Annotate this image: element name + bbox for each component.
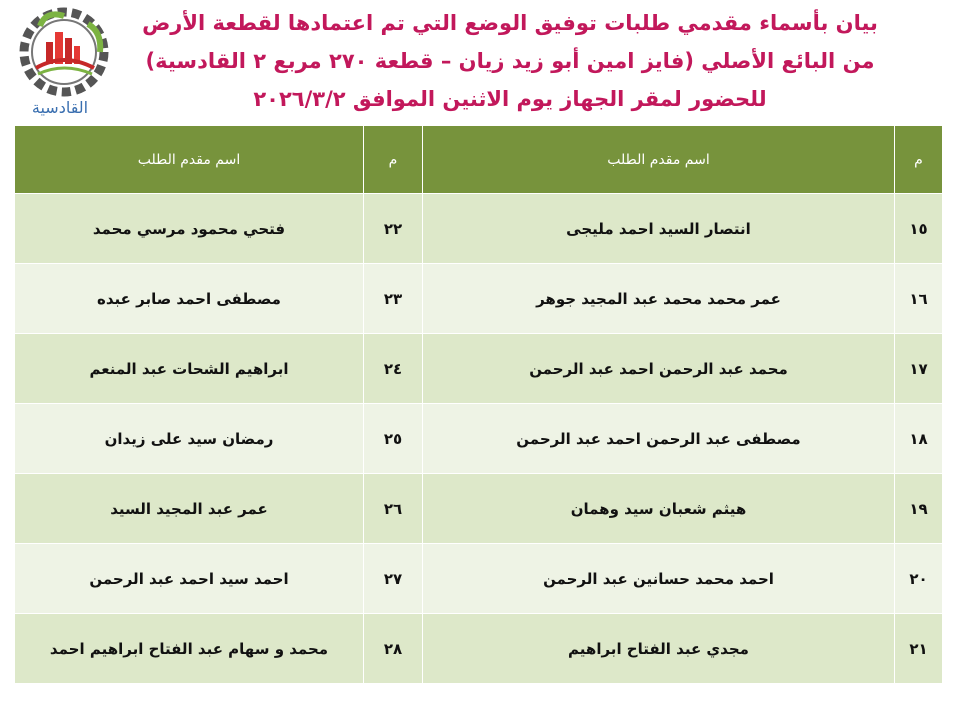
applicant-name: محمد عبد الرحمن احمد عبد الرحمن	[423, 334, 895, 404]
row-number: ١٨	[895, 404, 943, 474]
row-number: ١٩	[895, 474, 943, 544]
row-number: ٢٠	[895, 544, 943, 614]
row-number: ٢٦	[364, 474, 423, 544]
table-row	[15, 614, 943, 684]
title-line-1: بيان بأسماء مقدمي طلبات توفيق الوضع التي تم اعتمادها لقطعة الأرض	[142, 11, 878, 35]
applicant-name: انتصار السيد احمد مليجى	[423, 194, 895, 264]
row-number: ٢٥	[364, 404, 423, 474]
table-header-row	[15, 126, 943, 194]
row-number: ١٧	[895, 334, 943, 404]
page-title	[120, 4, 900, 118]
row-number: ٢٧	[364, 544, 423, 614]
table-row	[15, 474, 943, 544]
table-row	[15, 194, 943, 264]
logo-caption: القادسية	[31, 98, 89, 117]
title-line-3: للحضور لمقر الجهاز يوم الاثنين الموافق ٢٠٢٦/٣/٢	[253, 87, 767, 111]
applicant-name: احمد سيد احمد عبد الرحمن	[15, 544, 364, 614]
applicant-name: فتحي محمود مرسي محمد	[15, 194, 364, 264]
row-number: ١٥	[895, 194, 943, 264]
column-header-number: م	[895, 126, 943, 194]
column-header-applicant-name: اسم مقدم الطلب	[15, 126, 364, 194]
row-number: ٢٣	[364, 264, 423, 334]
row-number: ٢٤	[364, 334, 423, 404]
row-number: ٢٢	[364, 194, 423, 264]
column-header-applicant-name: اسم مقدم الطلب	[423, 126, 895, 194]
table-row	[15, 334, 943, 404]
applicant-name: محمد و سهام عبد الفتاح ابراهيم احمد	[15, 614, 364, 684]
table-row	[15, 544, 943, 614]
table-row	[15, 264, 943, 334]
row-number: ١٦	[895, 264, 943, 334]
table-row	[15, 404, 943, 474]
applicant-name: مصطفى عبد الرحمن احمد عبد الرحمن	[423, 404, 895, 474]
row-number: ٢١	[895, 614, 943, 684]
applicant-name: ابراهيم الشحات عبد المنعم	[15, 334, 364, 404]
column-header-number: م	[364, 126, 423, 194]
applicant-name: احمد محمد حسانين عبد الرحمن	[423, 544, 895, 614]
city-logo	[6, 2, 114, 120]
applicant-name: عمر عبد المجيد السيد	[15, 474, 364, 544]
applicant-name: مصطفى احمد صابر عبده	[15, 264, 364, 334]
gear-city-emblem-icon	[6, 2, 114, 102]
row-number: ٢٨	[364, 614, 423, 684]
title-line-2: من البائع الأصلي (فايز امين أبو زيد زيان – قطعة ٢٧٠ مربع ٢ القادسية)	[145, 49, 875, 73]
applicants-table	[14, 125, 943, 684]
applicant-name: هيثم شعبان سيد وهمان	[423, 474, 895, 544]
applicant-name: رمضان سيد على زيدان	[15, 404, 364, 474]
applicant-name: مجدي عبد الفتاح ابراهيم	[423, 614, 895, 684]
applicant-name: عمر محمد محمد عبد المجيد جوهر	[423, 264, 895, 334]
